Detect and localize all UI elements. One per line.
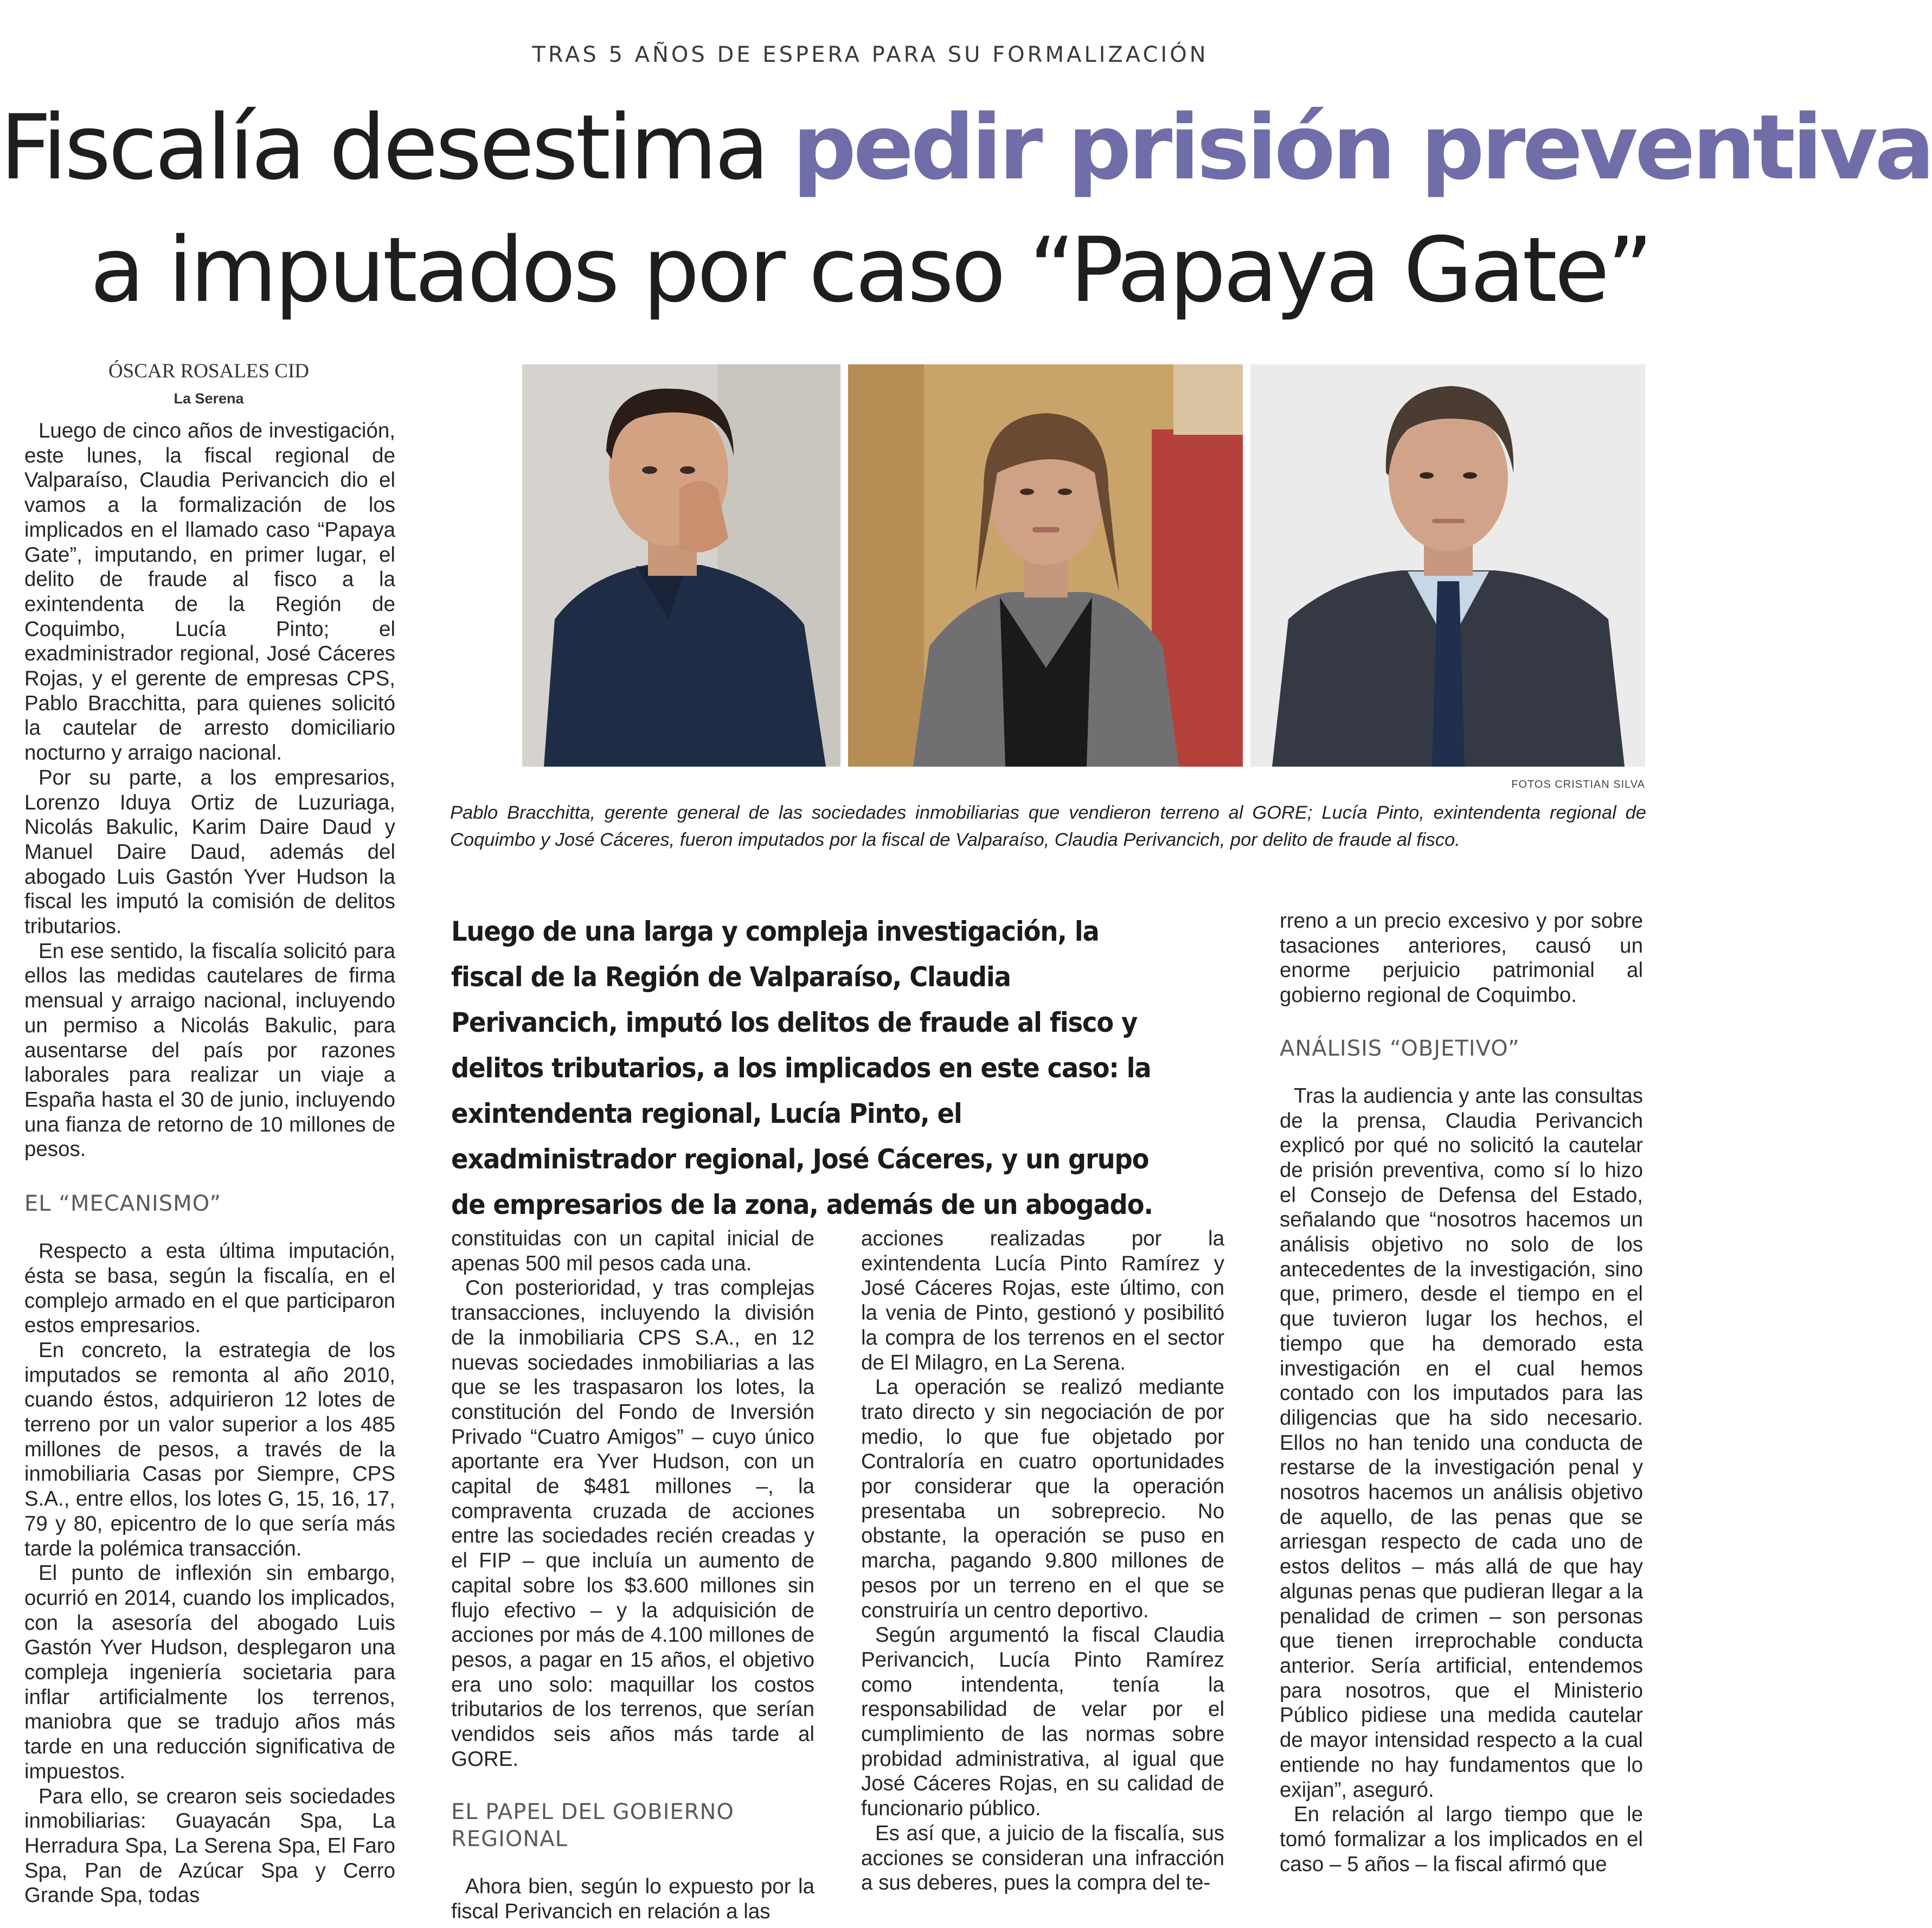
paragraph: La operación se realizó mediante trato directo y sin negociación de por medio, lo que fue objetado por Contraloría en cuatro oportunidades por considerar que la operación presentaba un sobreprecio. No obstante, la operación se puso en marcha, pagando 9.800 millones de pesos por un terreno en el que se construiría un centro deportivo. — [861, 1376, 1224, 1622]
photo-lucia-pinto — [848, 364, 1243, 767]
paragraph: rreno a un precio excesivo y por sobre tasaciones anteriores, causó un enorme perjuicio patrimonial al gobierno regional de Coquimbo. — [1280, 909, 1643, 1007]
section-heading-analisis-objetivo: ANÁLISIS “OBJETIVO” — [1280, 1036, 1520, 1061]
photo-credit: FOTOS CRISTIAN SILVA — [1511, 779, 1645, 791]
paragraph: acciones realizadas por la exintendenta Lucía Pinto Ramírez y José Cáceres Rojas, este último, con la venia de Pinto, gestionó y posibilitó la compra de los terrenos en el sector de El Milagro, en La Serena. — [861, 1227, 1224, 1374]
section-heading-mecanismo: EL “MECANISMO” — [24, 1191, 222, 1217]
column-3 — [861, 1226, 1224, 1895]
paragraph: Según argumentó la fiscal Claudia Perivancich, Lucía Pinto Ramírez como intendenta, tenía la responsabilidad de velar por el cumplimiento de las normas sobre probidad administrativa, al igual que José Cáceres Rojas, en su calidad de funcionario público. — [861, 1623, 1224, 1821]
paragraph: El punto de inflexión sin embargo, ocurrió en 2014, cuando los implicados, con la asesoría del abogado Luis Gastón Yver Hudson, desplegaron una compleja ingeniería societaria para inflar artificialmente los terrenos, maniobra que se tradujo años más tarde en una reducción significativa de impuestos. — [24, 1561, 395, 1783]
kicker: TRAS 5 AÑOS DE ESPERA PARA SU FORMALIZACIÓN — [532, 42, 1209, 67]
column-2 — [451, 1226, 814, 1924]
paragraph: Ahora bien, según lo expuesto por la fiscal Perivancich en relación a las — [451, 1875, 814, 1924]
lead-paragraph: Luego de una larga y compleja investigación, la fiscal de la Región de Valparaíso, Claudia Perivancich, imputó los delitos de fraude al fisco y delitos tributarios, a los implicados en este caso: la exintendenta regional, Lucía Pinto, el exadministrador regional, José Cáceres, y un grupo de empresarios de la zona, además de un abogado. — [451, 916, 1153, 1220]
paragraph: En relación al largo tiempo que le tomó formalizar a los implicados en el caso – 5 años – la fiscal afirmó que — [1280, 1803, 1643, 1876]
paragraph: Respecto a esta última imputación, ésta se basa, según la fiscalía, en el complejo armado en el que participaron estos empresarios. — [24, 1239, 395, 1338]
paragraph: En concreto, la estrategia de los imputados se remonta al año 2010, cuando éstos, adquirieron 12 lotes de terreno por un valor superior a los 485 millones de pesos, a través de la inmobiliaria Casas por Siempre, CPS S.A., entre ellos, los lotes G, 15, 16, 17, 79 y 80, epicentro de lo que sería más tarde la polémica transacción. — [24, 1338, 395, 1560]
headline-line-1 — [0, 93, 1932, 202]
section-heading-gobierno-regional: EL PAPEL DEL GOBIERNO REGIONAL — [451, 1800, 734, 1852]
paragraph: En ese sentido, la fiscalía solicitó para ellos las medidas cautelares de firma mensual y arraigo nacional, incluyendo un permiso a Nicolás Bakulic, para ausentarse del país por razones laborales para realizar un viaje a España hasta el 30 de junio, incluyendo una fianza de retorno de 10 millones de pesos. — [24, 939, 395, 1161]
byline-place: La Serena — [174, 390, 244, 407]
headline-plain: Fiscalía desestima — [0, 95, 793, 200]
headline-accent: pedir prisión preventiva — [792, 95, 1932, 200]
paragraph: Tras la audiencia y ante las consultas de la prensa, Claudia Perivancich explicó por qué no solicitó la cautelar de prisión preventiva, como sí lo hizo el Consejo de Defensa del Estado, señalando que “nosotros hacemos un análisis objetivo no solo de los antecedentes de la investigación, sino que, primero, desde el tiempo en el que tuvieron lugar los hechos, el tiempo que ha demorado esta investigación en el cual hemos contado con los imputados para las diligencias que ha sido necesario. Ellos no han tenido una conducta de restarse de la investigación penal y nosotros hacemos un análisis objetivo de aquello, de las penas que se arriesgan respecto de cada uno de estos delitos – más allá de que hay algunas penas que pudieran llegar a la penalidad de crimen – son personas que tienen irreprochable conducta anterior. Sería artificial, entendemos para nosotros, que el Ministerio Público pidiese una medida cautelar de mayor intensidad respecto a la cual entiende no hay fundamentos que lo exijan”, aseguró. — [1280, 1084, 1643, 1802]
paragraph: constituidas con un capital inicial de apenas 500 mil pesos cada una. — [451, 1227, 814, 1275]
byline-author: ÓSCAR ROSALES CID — [108, 360, 310, 382]
headline-line-2: a imputados por caso “Papaya Gate” — [90, 218, 1651, 322]
paragraph: Para ello, se crearon seis sociedades inmobiliarias: Guayacán Spa, La Herradura Spa, La Serena Spa, El Faro Spa, Pan de Azúcar Spa y Cerro Grande Spa, todas — [24, 1784, 395, 1907]
photo-pablo-bracchitta — [522, 364, 840, 767]
paragraph: Luego de cinco años de investigación, este lunes, la fiscal regional de Valparaíso, Claudia Perivancich dio el vamos a la formalización de los implicados en el llamado caso “Papaya Gate”, imputando, en primer lugar, el delito de fraude al fisco a la exintendenta de la Región de Coquimbo, Lucía Pinto; el exadministrador regional, José Cáceres Rojas, y el gerente de empresas CPS, Pablo Bracchitta, para quienes solicitó la cautelar de arresto domiciliario nocturno y arraigo nacional. — [24, 419, 395, 765]
paragraph: Por su parte, a los empresarios, Lorenzo Iduya Ortiz de Luzuriaga, Nicolás Bakulic, Karim Daire Daud y Manuel Daire Daud, además del abogado Luis Gastón Yver Hudson la fiscal les imputó la comisión de delitos tributarios. — [24, 766, 395, 939]
photo-caption: Pablo Bracchitta, gerente general de las sociedades inmobiliarias que vendieron terreno al GORE; Lucía Pinto, exintendenta regional de Coquimbo y José Cáceres, fueron imputados por la fiscal de Valparaíso, Claudia Perivancich, por delito de fraude al fisco. — [450, 802, 1646, 850]
paragraph: Con posterioridad, y tras complejas transacciones, incluyendo la división de la inmobiliaria CPS S.A., en 12 nuevas sociedades inmobiliarias a las que se les traspasaron los lotes, la constitución del Fondo de Inversión Privado “Cuatro Amigos” – cuyo único aportante era Yver Hudson, con un capital de $481 millones –, la compraventa cruzada de acciones entre las sociedades recién creadas y el FIP – que incluía un aumento de capital sobre los $3.600 millones sin flujo efectivo – y la adquisición de acciones por más de 4.100 millones de pesos, a pagar en 15 años, el objetivo era uno solo: maquillar los costos tributarios de los terrenos, que serían vendidos seis años más tarde al GORE. — [451, 1276, 814, 1771]
paragraph: Es así que, a juicio de la fiscalía, sus acciones se consideran una infracción a sus deberes, pues la compra del te- — [861, 1821, 1224, 1895]
column-1-top — [24, 419, 395, 1908]
photo-jose-caceres — [1250, 364, 1645, 767]
column-4 — [1280, 909, 1643, 1876]
